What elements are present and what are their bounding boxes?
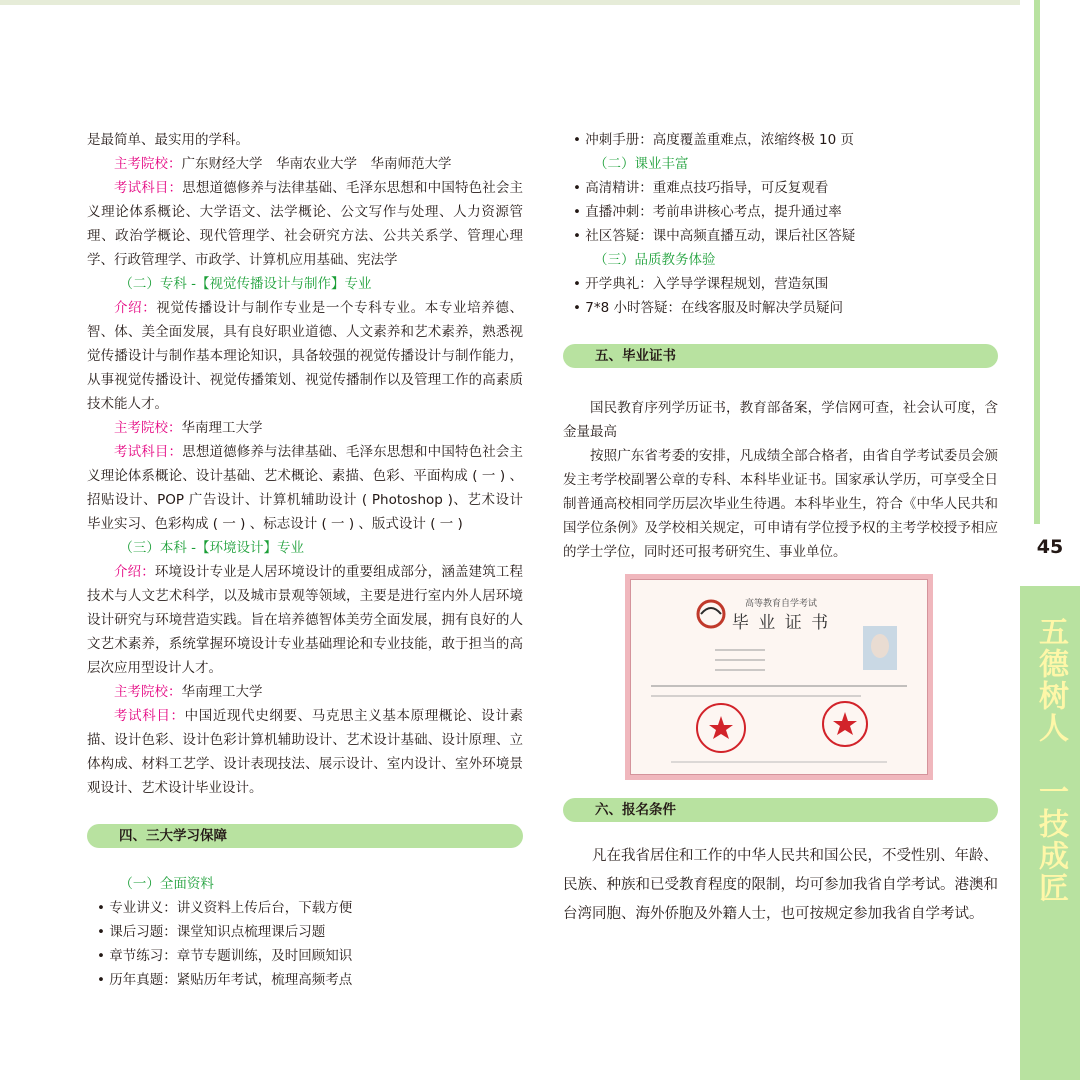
subjects-label: 考试科目： — [114, 180, 183, 196]
certificate-emblem-icon — [698, 601, 724, 627]
section5-title: 五、毕业证书 — [563, 344, 998, 368]
right-column — [563, 128, 998, 929]
section6-p1: 凡在我省居住和工作的中华人民共和国公民，不受性别、年龄、民族、种族和已受教育程度的限制，均可参加我省自学考试。港澳和台湾同胞、海外侨胞及外籍人士，也可按规定参加我省自学考试。 — [563, 848, 998, 922]
page-number: 45 — [1020, 525, 1080, 569]
major2-intro: 介绍：视觉传播设计与制作专业是一个专科专业。本专业培养德、智、体、美全面发展，具有良好职业道德、人文素养和艺术素养，熟悉视觉传播设计与制作基本理论知识，具备较强的视觉传播设计与制作能力，从事视觉传播设计、视觉传播策划、视觉传播制作以及管理工作的高素质技术能人才。 — [87, 300, 523, 412]
sub-heading-2: （二）课业丰富 — [594, 156, 689, 172]
block1-schools: 主考院校：广东财经大学 华南农业大学 华南师范大学 — [114, 156, 452, 172]
block1-subjects: 考试科目：思想道德修养与法律基础、毛泽东思想和中国特色社会主义理论体系概论、大学语文、法学概论、公文写作与处理、人力资源管理、政治学概论、现代管理学、社会研究方法、公共关系学、管理心理学、行政管理学、市政学、计算机应用基础、宪法学 — [87, 180, 524, 268]
major3-schools: 主考院校：华南理工大学 — [114, 684, 263, 700]
schools-label: 主考院校： — [114, 156, 182, 172]
side-rail-line — [1034, 0, 1040, 524]
list-item: • 直播冲刺：考前串讲核心考点，提升通过率 — [573, 204, 842, 220]
section5-p2: 按照广东省考委的安排，凡成绩全部合格者，由省自学考试委员会颁发主考学校副署公章的专科、本科毕业证书。国家承认学历，可享受全日制普通高校相同学历层次毕业生待遇。本科毕业生，符合《中华人民共和国学位条例》及学校相关规定，可申请有学位授予权的主考学校授予相应的学士学位，同时还可报考研究生、事业单位。 — [563, 448, 998, 560]
top-decoration-strip — [0, 0, 1040, 5]
list-item: • 高清精讲：重难点技巧指导，可反复观看 — [573, 180, 829, 196]
left-column — [87, 128, 523, 992]
seal-stamp-right-icon — [823, 702, 867, 746]
sub-heading-3: （三）品质教务体验 — [594, 252, 716, 268]
list-item: • 课后习题：课堂知识点梳理课后习题 — [97, 924, 326, 940]
major3-subjects: 考试科目：中国近现代史纲要、马克思主义基本原理概论、设计素描、设计色彩、设计色彩计算机辅助设计、艺术设计基础、设计原理、立体构成、材料工艺学、设计表现技法、展示设计、室内设计、室外环境景观设计、艺术设计毕业设计。 — [87, 708, 523, 796]
list-item: • 开学典礼：入学导学课程规划，营造氛围 — [573, 276, 829, 292]
seal-stamp-left-icon — [697, 704, 745, 752]
photo-face — [871, 634, 889, 658]
certificate-title: 毕 业 证 书 — [731, 613, 831, 633]
major3-heading: （三）本科 -【环境设计】专业 — [119, 540, 305, 556]
graduation-certificate-image — [625, 574, 933, 780]
side-slogan: 五德树人 一技成匠 — [1033, 616, 1068, 904]
list-item: • 7*8 小时答疑：在线客服及时解决学员疑问 — [573, 300, 843, 316]
section5-p1: 国民教育序列学历证书，教育部备案，学信网可查，社会认可度，含金量最高 — [563, 400, 998, 440]
section4-title: 四、三大学习保障 — [87, 824, 523, 848]
list-item: • 专业讲义：讲义资料上传后台，下载方便 — [97, 900, 353, 916]
major2-subjects: 考试科目：思想道德修养与法律基础、毛泽东思想和中国特色社会主义理论体系概论、设计基础、艺术概论、素描、色彩、平面构成 ( 一 ) 、招贴设计、POP 广告设计、计算机辅助设计 ( Photoshop )、艺术设计毕业实习、色彩构成 ( 一 ) 、标志设计 ( 一 ) 、版式设计 ( 一 ) — [87, 444, 524, 532]
major2-heading: （二）专科 -【视觉传播设计与制作】专业 — [119, 276, 372, 292]
section4-sub1: （一）全面资料 — [119, 876, 214, 892]
list-item: • 章节练习：章节专题训练，及时回顾知识 — [97, 948, 353, 964]
certificate-top-line: 高等教育自学考试 — [744, 599, 818, 609]
certificate-graphic — [631, 580, 927, 774]
intro-tail: 是最简单、最实用的学科。 — [87, 132, 249, 148]
major2-schools: 主考院校：华南理工大学 — [114, 420, 263, 436]
section6-title: 六、报名条件 — [563, 798, 998, 822]
major3-intro: 介绍：环境设计专业是人居环境设计的重要组成部分，涵盖建筑工程技术与人文艺术科学，以及城市景观等领域，主要是进行室内外人居环境设计研究与环境营造实践。旨在培养德智体美劳全面发展，拥有良好的人文艺术素养，系统掌握环境设计专业基础理论和专业技能，敢于担当的高层次应用型设计人才。 — [87, 564, 524, 676]
list-item: • 冲刺手册：高度覆盖重难点，浓缩终极 10 页 — [573, 132, 855, 148]
list-item: • 社区答疑：课中高频直播互动，课后社区答疑 — [573, 228, 856, 244]
certificate-inner — [630, 579, 928, 775]
list-item: • 历年真题：紧贴历年考试，梳理高频考点 — [97, 972, 353, 988]
